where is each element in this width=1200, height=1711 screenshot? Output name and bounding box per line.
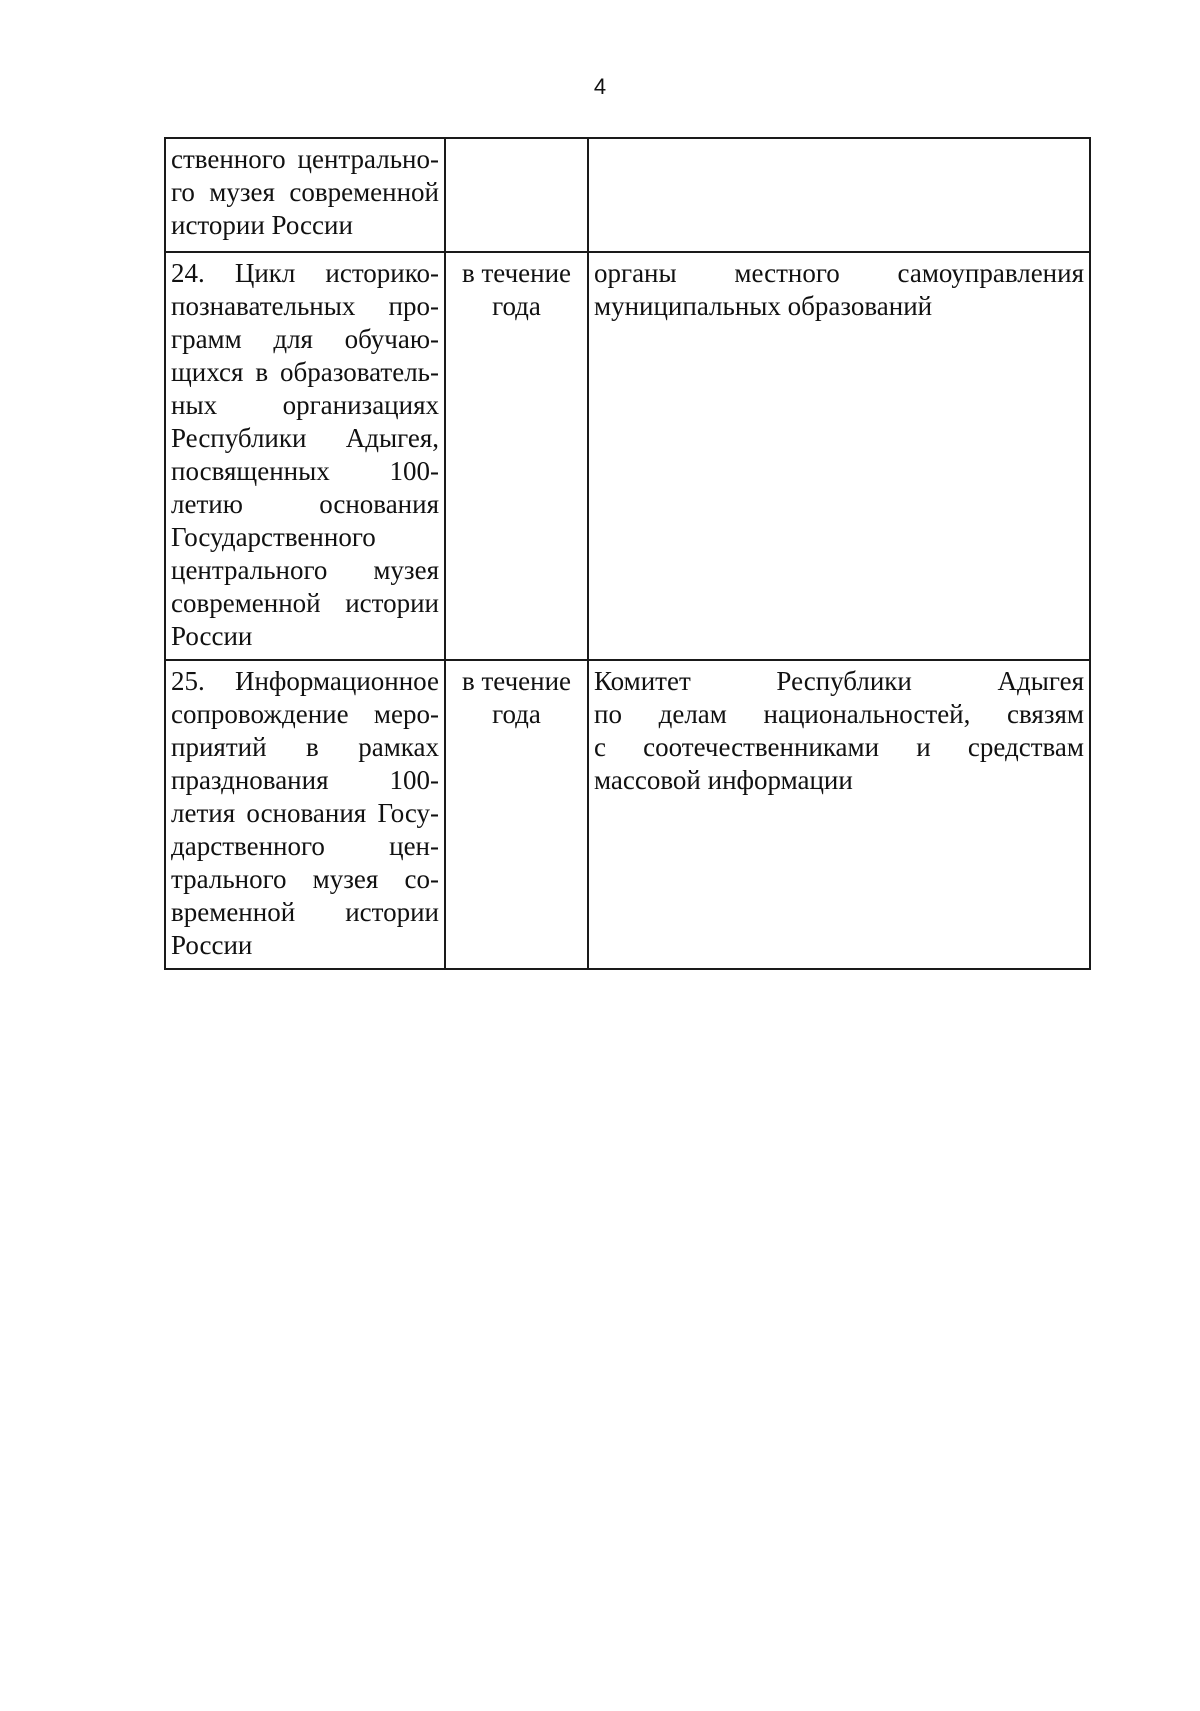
cell-line: посвященных 100- [171,456,439,486]
event-cell [165,660,445,969]
cell-line: в течение [461,666,572,696]
cell-line: органы местного самоуправления [594,258,1084,288]
cell-line: временной истории [171,897,439,927]
cell-line: познавательных про- [171,291,439,321]
cell-line: года [492,699,541,729]
cell-line: Государственного [171,522,376,552]
cell-line: истории России [171,210,353,240]
term-cell [445,252,588,660]
cell-line: Комитет Республики Адыгея [594,666,1084,696]
table-row [165,138,1090,252]
responsible-cell [588,252,1090,660]
cell-line: России [171,621,253,651]
cell-line: 25. Информационное [171,666,439,696]
cell-line: приятий в рамках [171,732,439,762]
cell-line: России [171,930,253,960]
cell-line: в течение [461,258,572,288]
cell-line: щихся в образователь- [171,357,439,387]
term-cell [445,138,588,252]
events-table [164,137,1091,970]
cell-line: ных организациях [171,390,439,420]
cell-line: го музея современной [171,177,439,207]
table-row [165,660,1090,969]
cell-line: массовой информации [594,765,853,795]
responsible-cell [588,660,1090,969]
cell-line: сопровождение меро- [171,699,439,729]
cell-line: муниципальных образований [594,291,933,321]
cell-line: года [492,291,541,321]
event-cell [165,252,445,660]
cell-line: празднования 100- [171,765,439,795]
responsible-cell [588,138,1090,252]
cell-line: грамм для обучаю- [171,324,439,354]
cell-line: ственного центрально- [171,144,439,174]
cell-line: 24. Цикл историко- [171,258,439,288]
cell-line: с соотечественниками и средствам [594,732,1084,762]
cell-line: трального музея со- [171,864,439,894]
cell-line: летия основания Госу- [171,798,439,828]
cell-line: Республики Адыгея, [171,423,439,453]
term-cell [445,660,588,969]
cell-line: по делам национальностей, связям [594,699,1084,729]
table-row [165,252,1090,660]
cell-line: летию основания [171,489,439,519]
event-cell [165,138,445,252]
cell-line: дарственного цен- [171,831,439,861]
page-number: 4 [593,74,607,99]
cell-line: центрального музея [171,555,439,585]
cell-line: современной истории [171,588,439,618]
